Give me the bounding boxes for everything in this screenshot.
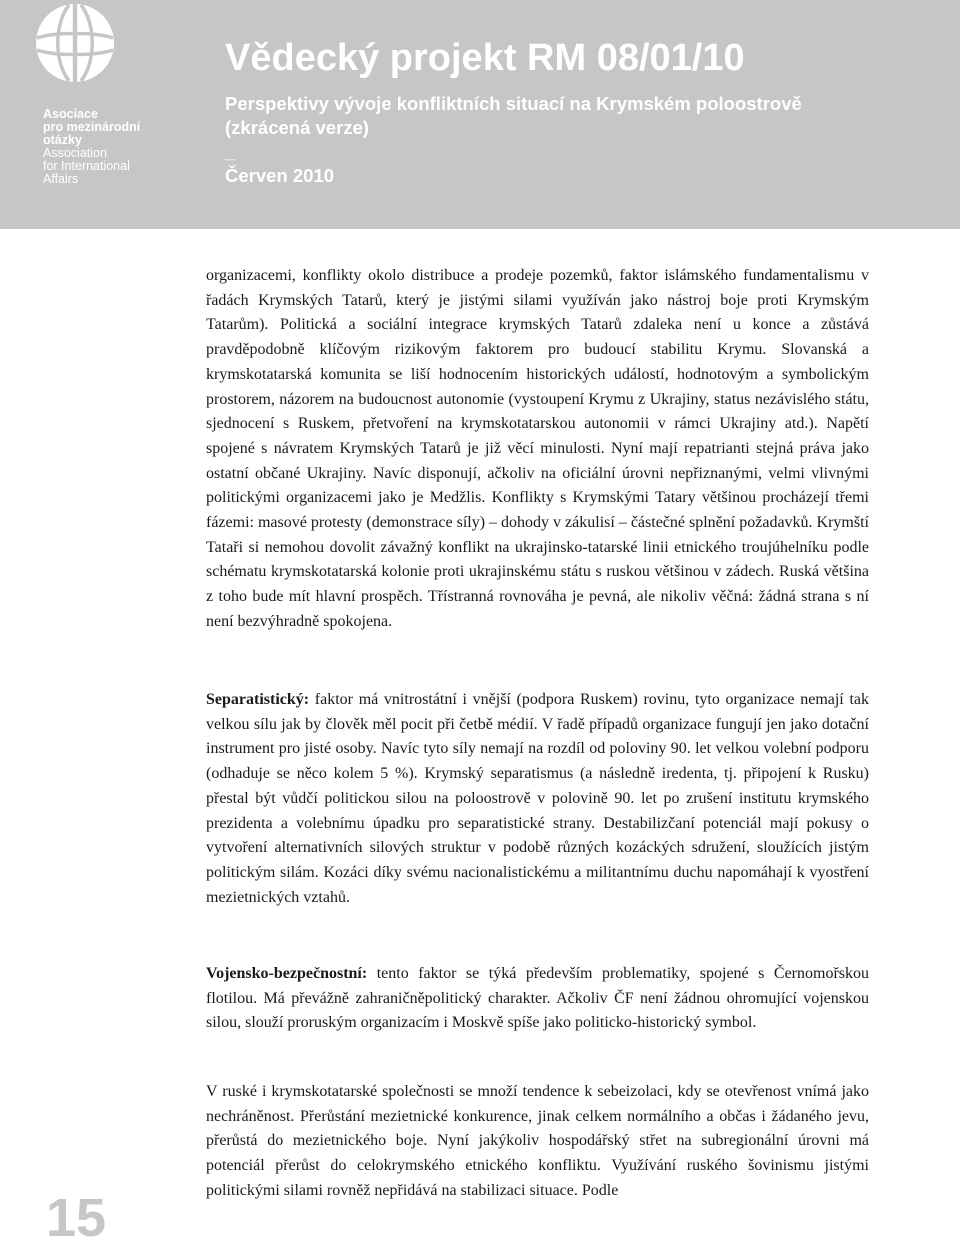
logo-line: for International — [43, 159, 130, 173]
paragraph-label: Separatistický: — [206, 691, 310, 708]
paragraph-separatism — [206, 688, 869, 910]
paragraph-body: faktor má vnitrostátní i vnější (podpora Ruskem) rovinu, tyto organizace nemají tak velkou sílu jak by člověk měl pocit při četbě médií. V řadě případů organizace fungují jen jako dotační instrument pro jisté osoby. Navíc tyto síly nemají na rozdíl od poloviny 90. let velkou volební podporu (odhaduje se něco kolem 5 %). Krymský separatismus (a následně iredenta, tj. připojení k Rusku) přestal být vůdčí politickou silou na poloostrově v polovině 90. let po zrušení institutu krymského prezidenta a volebnímu úpadku pro separatistické strany. Destabilizčaní potenciál mají pokusy o vytvoření alternativních silových struktur v podobě různých kozáckých sdružení, sloužících jistým politickým silám. Kozáci díky svému nacionalistickému a militantnímu duchu napomáhají k vyostření mezietnických vztahů. — [206, 691, 869, 906]
logo-line: otázky — [43, 133, 82, 147]
paragraph-military-security — [206, 962, 869, 1036]
document-date: Červen 2010 — [225, 165, 335, 186]
subtitle-line: Perspektivy vývoje konfliktních situací na Krymském poloostrově — [225, 93, 802, 114]
paragraph-label: Vojensko-bezpečnostní: — [206, 965, 368, 982]
paragraph-text — [206, 962, 869, 1036]
paragraph-body: tento faktor se týká především problematiky, spojené s Černomořskou flotilou. Má převážně zahraničněpolitický charakter. Ačkoliv ČF není žádnou ohromující vojenskou silou, slouží proruským organizacím i Moskvě spíše jako politicko-historický symbol. — [206, 965, 869, 1032]
document-subtitle-block — [225, 92, 925, 188]
document-title: Vědecký projekt RM 08/01/10 — [225, 37, 745, 79]
paragraph-isolation — [206, 1080, 869, 1204]
subtitle-line: (zkrácená verze) — [225, 117, 369, 138]
paragraph-text: V ruské i krymskotatarské společnosti se množí tendence k sebeizolaci, kdy se otevřenost vnímá jako nechráněnost. Přerůstání mezietnické konkurence, jinak celkem normálního a občas i žádaného jevu, přerůstá do mezietnického boje. Nyní jakýkoliv hospodářský střet na subregionální úrovni má potenciál přerůst do celokrymského etnického konfliktu. Využívání ruského šovinismu jistými politickými silami rovněž nepřidává na stabilizaci situace. Podle — [206, 1083, 869, 1199]
page-number: 15 — [46, 1188, 107, 1248]
organization-logo-text — [43, 108, 140, 186]
paragraph-text: organizacemi, konflikty okolo distribuce a prodeje pozemků, faktor islámského fundamentalismu v řadách Krymských Tatarů, který je jistými silami využíván jako nástroj boje proti Krymským Tatarům). Politická a sociální integrace krymských Tatarů zdaleka není u konce a zůstává pravděpodobně klíčovým rizikovým faktorem pro budoucí stabilitu Krymu. Slovanská a krymskotatarská komunita se liší hodnocením historických událostí, hodnotovým a symbolickým prostorem, názorem na budoucnost autonomie (vystoupení Krymu z Ukrajiny, status nezávislého státu, sjednocení s Ruskem, přetvoření na krymskotatarskou autonomii v rámci Ukrajiny atd.). Napětí spojené s návratem Krymských Tatarů je již věcí minulosti. Nyní mají repatrianti stejná práva jako ostatní občané Ukrajiny. Navíc disponují, ačkoliv na oficiální úrovni nepřiznanými, velmi vlivnými politickými organizacemi jako je Medžlis. Konflikty s Krymskými Tatary většinou procházejí třemi fázemi: masové protesty (demonstrace síly) – dohody v zákulisí – částečné splnění požadavků. Krymští Tataři si nemohou dovolit závažný konflikt na ukrajinsko-tatarské linii etnického troujúhelníku podle schématu krymskotatarská kolonie proti ukrajinskému státu s ruskou většinou v zádech. Ruská většina z toho bude mít hlavní prospěch. Třístranná rovnováha je pevná, ale nikoliv věčná: žádná strana s ní není bezvýhradně spokojena. — [206, 267, 869, 630]
logo-line: pro mezinárodní — [43, 120, 141, 134]
logo-line: Asociace — [43, 107, 98, 121]
logo-line: Association — [43, 146, 107, 160]
page-header — [0, 0, 960, 229]
logo-line: Affairs — [43, 172, 79, 186]
paragraph-crimean-tatars — [206, 264, 869, 635]
subtitle-dash: _ — [225, 141, 236, 162]
paragraph-text — [206, 688, 869, 910]
globe-logo-icon — [34, 2, 116, 84]
